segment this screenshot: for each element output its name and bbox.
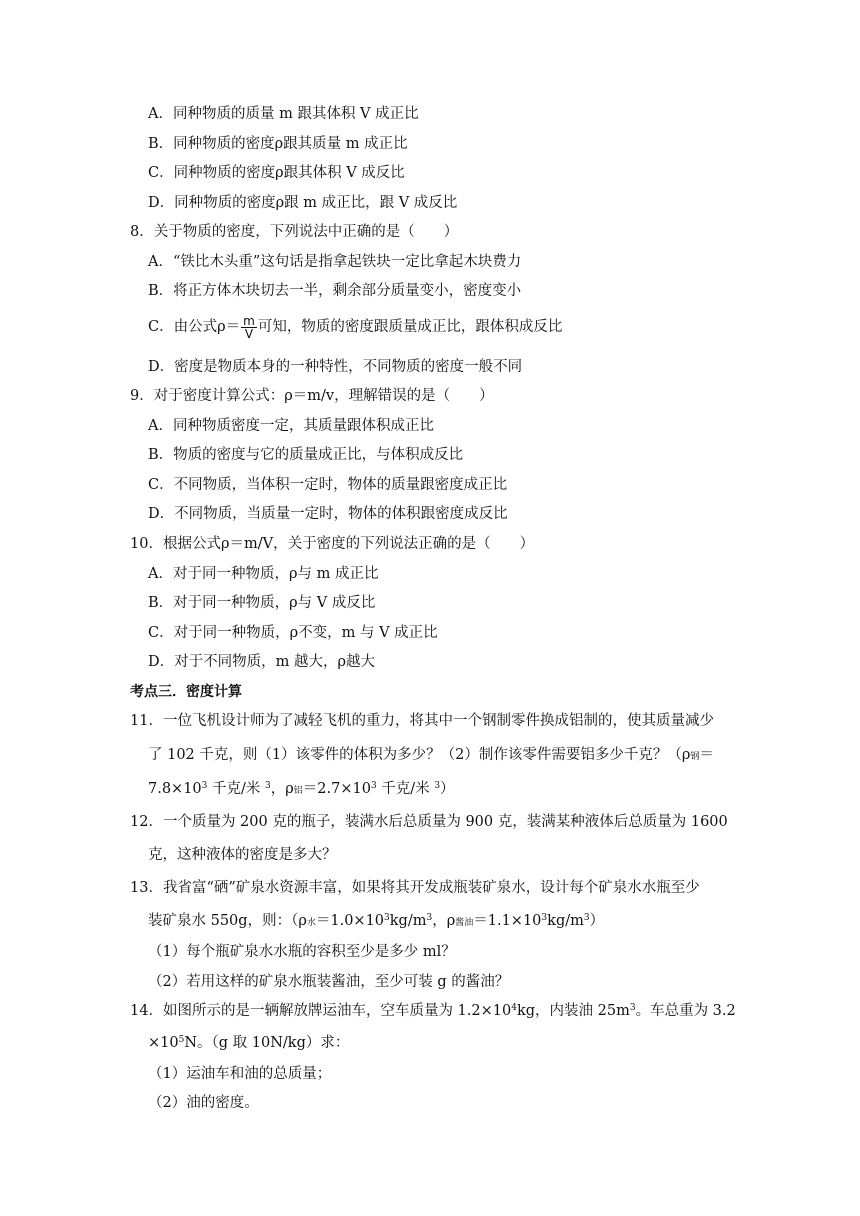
q8-option-d: D．密度是物质本身的一种特性，不同物质的密度一般不同 bbox=[148, 359, 523, 375]
subscript-soy-sauce: 酱油 bbox=[455, 918, 474, 928]
q13-line2 bbox=[148, 911, 604, 931]
q11-line3-c: ，ρ bbox=[270, 781, 294, 797]
q14-line1-a: 14．如图所示的是一辆解放牌运油车，空车质量为 1.2×10 bbox=[130, 1003, 512, 1019]
q13-line2-e: ＝1.1×10 bbox=[473, 913, 542, 929]
q8-option-c-prefix: C．由公式ρ＝ bbox=[148, 319, 241, 335]
subscript-water: 水 bbox=[306, 918, 316, 928]
q14-line2-b: N。（g 取 10N/kg）求： bbox=[184, 1035, 350, 1051]
q9-option-b: B．物质的密度与它的质量成正比，与体积成反比 bbox=[148, 447, 464, 463]
q12-line1: 12．一个质量为 200 克的瓶子，装满水后总质量为 900 克，装满某种液体后总质量为 1600 bbox=[130, 814, 728, 830]
q8-option-b: B．将正方体木块切去一半，剩余部分质量变小，密度变小 bbox=[148, 283, 522, 299]
q13-line1: 13．我省富“硒”矿泉水资源丰富，如果将其开发成瓶装矿泉水，设计每个矿泉水水瓶至少 bbox=[130, 880, 700, 896]
q11-line3-b: 千克/米 bbox=[207, 781, 266, 797]
fraction-numerator: m bbox=[243, 313, 255, 328]
superscript: 3 bbox=[370, 781, 377, 791]
q8-option-a: A．“铁比木头重”这句话是指拿起铁块一定比拿起木块费力 bbox=[148, 254, 522, 270]
q11-line3-e: 千克/米 bbox=[376, 781, 435, 797]
q13-line2-b: ＝1.0×10 bbox=[315, 913, 385, 929]
q12-line2: 克，这种液体的密度是多大？ bbox=[148, 847, 337, 863]
section-heading: 考点三．密度计算 bbox=[130, 684, 242, 700]
q9-option-a: A．同种物质密度一定，其质量跟体积成正比 bbox=[148, 418, 434, 434]
q9-option-c: C．不同物质，当体积一定时，物体的质量跟密度成正比 bbox=[148, 477, 508, 493]
q13-sub1: （1）每个瓶矿泉水水瓶的容积至少是多少 ml？ bbox=[148, 944, 456, 960]
subscript-aluminum: 铝 bbox=[293, 786, 303, 796]
q10-option-c: C．对于同一种物质，ρ不变，m 与 V 成正比 bbox=[148, 625, 438, 641]
q11-line3 bbox=[148, 779, 455, 799]
superscript: 3 bbox=[629, 1003, 636, 1013]
q7-option-c: C．同种物质的密度ρ跟其体积 V 成反比 bbox=[148, 165, 405, 181]
q13-line2-d: ，ρ bbox=[432, 913, 456, 929]
q14-line2 bbox=[148, 1033, 349, 1053]
superscript: 4 bbox=[511, 1003, 517, 1013]
q13-line2-f: kg/m bbox=[547, 913, 584, 929]
superscript: 3 bbox=[434, 781, 441, 791]
q14-line2-a: ×10 bbox=[148, 1035, 179, 1051]
q7-option-d: D．同种物质的密度ρ跟 m 成正比，跟 V 成反比 bbox=[148, 195, 458, 211]
q11-line2 bbox=[148, 745, 714, 765]
subscript-steel: 钢 bbox=[690, 752, 700, 762]
q7-option-a: A．同种物质的质量 m 跟其体积 V 成正比 bbox=[148, 106, 419, 122]
formula-fraction bbox=[241, 315, 257, 340]
superscript: 3 bbox=[426, 913, 433, 923]
q9-option-d: D．不同物质，当质量一定时，物体的体积跟密度成反比 bbox=[148, 506, 508, 522]
superscript: 3 bbox=[201, 781, 208, 791]
superscript: 3 bbox=[265, 781, 271, 791]
q11-line2-text: 了 102 千克，则（1）该零件的体积为多少？（2）制作该零件需要铝多少千克？（ρ bbox=[148, 747, 691, 763]
q13-sub2: （2）若用这样的矿泉水瓶装酱油，至少可装 g 的酱油？ bbox=[148, 974, 510, 990]
q14-line1 bbox=[130, 1001, 736, 1021]
q11-line3-f: ） bbox=[440, 781, 455, 797]
q8-option-c bbox=[148, 314, 562, 340]
fraction-denominator: V bbox=[244, 326, 254, 341]
superscript: 3 bbox=[541, 913, 548, 923]
superscript: 3 bbox=[384, 913, 390, 923]
q13-line2-g: ） bbox=[589, 913, 605, 929]
q10-option-a: A．对于同一种物质，ρ与 m 成正比 bbox=[148, 566, 379, 582]
q10-option-b: B．对于同一种物质，ρ与 V 成反比 bbox=[148, 595, 376, 611]
superscript: 5 bbox=[178, 1035, 185, 1045]
q11-line1: 11．一位飞机设计师为了减轻飞机的重力，将其中一个钢制零件换成铝制的，使其质量减少 bbox=[130, 713, 714, 729]
q13-line2-c: kg/m bbox=[389, 913, 427, 929]
q11-line2-end: ＝ bbox=[699, 747, 714, 763]
q10-stem: 10．根据公式ρ＝m/V，关于密度的下列说法正确的是（ ） bbox=[130, 536, 535, 552]
q9-stem: 9．对于密度计算公式：ρ＝m/v，理解错误的是（ ） bbox=[130, 388, 494, 404]
q13-line2-a: 装矿泉水 550g，则：（ρ bbox=[148, 913, 307, 929]
q14-sub2: （2）油的密度。 bbox=[148, 1095, 259, 1111]
q11-line3-a: 7.8×10 bbox=[148, 781, 202, 797]
q10-option-d: D．对于不同物质，m 越大，ρ越大 bbox=[148, 654, 376, 670]
q8-option-c-suffix: 可知，物质的密度跟质量成正比，跟体积成反比 bbox=[257, 319, 563, 335]
q11-line3-d: ＝2.7×10 bbox=[302, 781, 371, 797]
q14-sub1: （1）运油车和油的总质量； bbox=[148, 1066, 332, 1082]
q14-line1-c: 。车总重为 3.2 bbox=[635, 1003, 736, 1019]
q7-option-b: B．同种物质的密度ρ跟其质量 m 成正比 bbox=[148, 136, 408, 152]
q14-line1-b: kg，内装油 25m bbox=[516, 1003, 630, 1019]
superscript: 3 bbox=[583, 913, 590, 923]
q8-stem: 8．关于物质的密度，下列说法中正确的是（ ） bbox=[130, 224, 459, 240]
